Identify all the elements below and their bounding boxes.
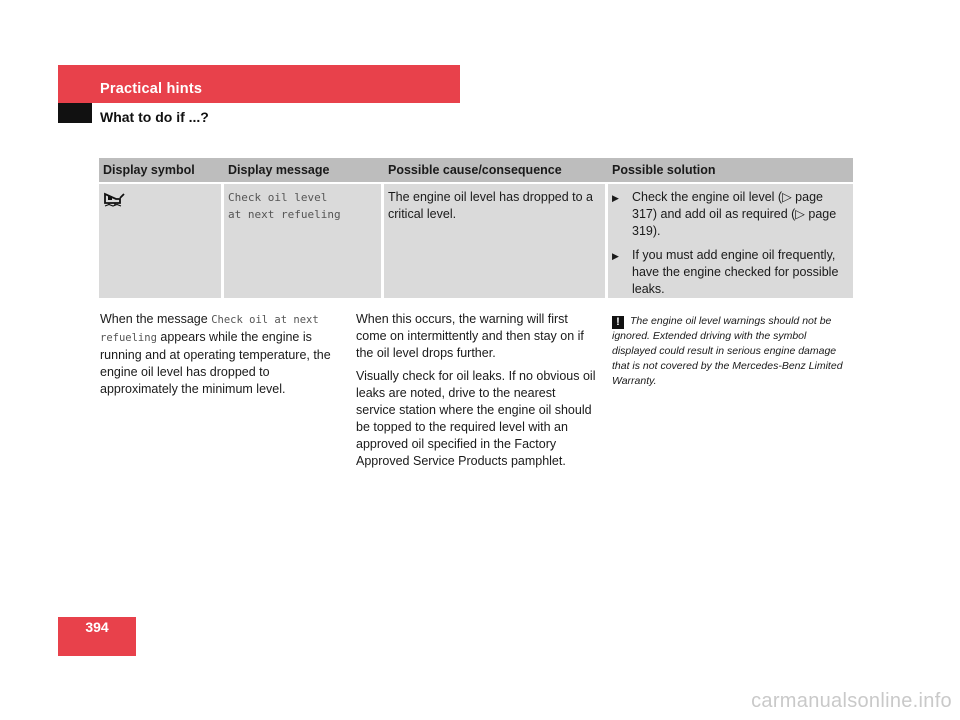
body-paragraph-2: Visually check for oil leaks. If no obvious oil leaks are noted, drive to the nearest service station where the engine oil should be topped to the required level with an approved oil specified in the Factory Approved Service Products pamphlet.: [356, 369, 596, 468]
table-header-row: [99, 158, 853, 182]
symbol-cell: [99, 184, 221, 298]
oil-level-icon: [103, 191, 125, 207]
column-header-display-message: Display message: [228, 163, 330, 177]
column-header-display-symbol: Display symbol: [103, 163, 195, 177]
display-message-line-2: at next refueling: [228, 208, 341, 221]
warning-text: The engine oil level warnings should not be ignored. Extended driving with the symbol displayed could result in serious engine damage that is not covered by the Mercedes-Benz Limited Warranty.: [612, 315, 843, 387]
body-column-middle: [356, 311, 596, 476]
solution-text-2: If you must add engine oil frequently, have the engine checked for possible leaks.: [632, 248, 839, 296]
solution-item: [612, 189, 849, 240]
warning-note: [612, 314, 852, 389]
solution-text-1: Check the engine oil level (▷ page 317) and add oil as required (▷ page 319).: [632, 190, 837, 238]
column-header-possible-cause: Possible cause/consequence: [388, 163, 562, 177]
display-message-table: [99, 158, 853, 298]
table-row: [99, 184, 853, 298]
body-text: appears while the engine is running and at operating temperature, the engine oil level has dropped to approximately the minimum level.: [100, 330, 331, 396]
solution-item: [612, 247, 849, 298]
column-header-possible-solution: Possible solution: [612, 163, 716, 177]
cause-cell: The engine oil level has dropped to a critical level.: [384, 184, 605, 298]
section-title: Practical hints: [100, 81, 203, 97]
bullet-arrow-icon: ▶: [612, 251, 619, 261]
section-tab-marker: [58, 103, 92, 123]
inline-display-message: Check oil at next refueling: [100, 314, 319, 344]
bullet-arrow-icon: ▶: [612, 193, 619, 203]
display-message-cell: [224, 184, 381, 298]
body-paragraph-left: [100, 311, 340, 398]
body-text: When the message: [100, 312, 208, 326]
watermark: carmanualsonline.info: [751, 690, 952, 712]
display-message-line-1: Check oil level: [228, 191, 328, 204]
page-number: 394: [85, 619, 109, 635]
warning-icon: !: [612, 316, 624, 329]
body-paragraph-1: When this occurs, the warning will first come on intermittently and then stay on if the oil level drops further.: [356, 312, 584, 360]
solution-cell: [608, 184, 853, 298]
subsection-title: What to do if ...?: [100, 109, 209, 125]
body-column-left: [100, 311, 340, 404]
